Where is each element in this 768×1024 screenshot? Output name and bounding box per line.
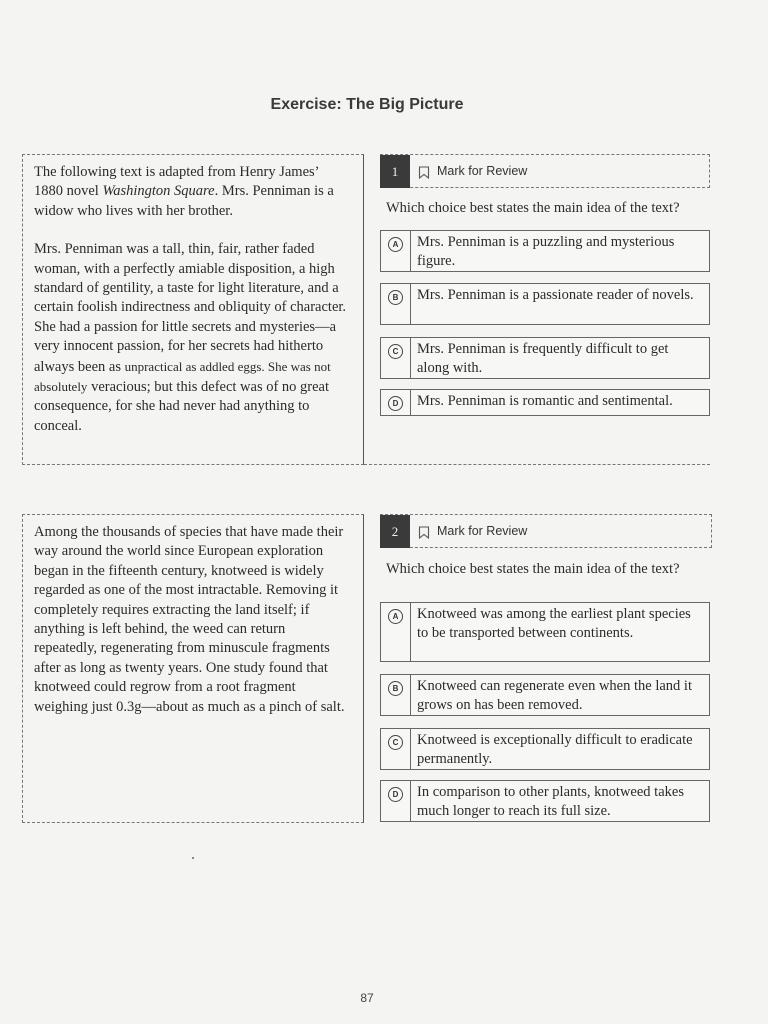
choice-letter: A [388,237,403,252]
question-number: 1 [380,155,410,188]
choice-letter: C [388,735,403,750]
choice-letter: B [388,290,403,305]
choice-letter: C [388,344,403,359]
page-number: 87 [360,991,374,1005]
choice-letter-box [381,603,411,661]
choice-text: Mrs. Penniman is a passionate reader of novels. [417,287,694,303]
question-prompt: Which choice best states the main idea of the text? [386,561,680,577]
choice-text: In comparison to other plants, knotweed takes much longer to reach its full size. [417,784,684,820]
answer-choice-d[interactable] [380,389,710,416]
choice-text: Mrs. Penniman is romantic and sentimental. [417,393,673,409]
answer-choice-d[interactable] [380,780,710,822]
choice-letter: D [388,396,403,411]
mark-for-review-button[interactable]: Mark for Review [437,524,528,538]
passage-1-body [34,240,351,436]
passage-1-intro-text: The following text is adapted from Henry James’ 1880 novel [34,164,319,200]
choice-text: Mrs. Penniman is a puzzling and mysterious figure. [417,234,675,270]
choice-text: Knotweed was among the earliest plant species to be transported between continents. [417,606,691,642]
question-2-header [380,514,712,548]
passage-2-body: Among the thousands of species that have made their way around the world since European exploration began in the fifteenth century, knotweed is widely regarded as one of the most intractable. Removing it completely requires extracting the land itself; if anything is left behind, the weed can return repeatedly, regenerating from minuscule fragments after as long as twenty years. One study found that knotweed could regrow from a root fragment weighing just 0.3g—about as much as a pinch of salt. [34,524,345,715]
passage-1-intro [34,163,351,221]
question-1-header [380,154,710,188]
passage-2 [22,514,364,823]
answer-choice-a[interactable] [380,230,710,272]
passage-1-body-text-end: veracious; but this defect was of no great consequence, for she had never had anything to conceal. [34,379,330,434]
choice-text: Knotweed can regenerate even when the land it grows on has been removed. [417,678,692,714]
answer-choice-c[interactable] [380,337,710,379]
choice-letter: B [388,681,403,696]
choice-text: Mrs. Penniman is frequently difficult to get along with. [417,341,669,377]
bookmark-icon[interactable] [418,166,430,179]
choice-letter-box [381,675,411,715]
answer-choice-c[interactable] [380,728,710,770]
bookmark-icon[interactable] [418,526,430,539]
choice-letter-box [381,781,411,821]
mark-for-review-button[interactable]: Mark for Review [437,164,528,178]
page-title: Exercise: The Big Picture [270,96,464,113]
choice-letter-box [381,284,411,324]
answer-choice-b[interactable] [380,674,710,716]
choice-letter: A [388,609,403,624]
choice-letter-box [381,231,411,271]
scan-speck [192,857,194,859]
choice-letter-box [381,390,411,415]
passage-1-body-text: Mrs. Penniman was a tall, thin, fair, rather faded woman, with a perfectly amiable disposition, a high standard of gentility, a taste for light literature, and a certain foolish indirectness and obliquity of character. She had a passion for little secrets and mysteries—a very innocent passion, for her secrets had hitherto always been as [34,241,347,375]
question-2-panel [364,514,712,823]
passage-1 [22,154,364,465]
choice-text: Knotweed is exceptionally difficult to eradicate permanently. [417,732,693,768]
passage-1-body-small-text: unpractical as addled eggs. She was not absolutely [34,358,331,395]
question-prompt: Which choice best states the main idea of the text? [386,200,680,216]
novel-title: Washington Square [102,183,215,200]
passage-1-intro-text-end: . Mrs. Penniman is a widow who lives with her brother. [34,183,334,219]
answer-choice-a[interactable] [380,602,710,662]
question-number: 2 [380,515,410,548]
answer-choice-b[interactable] [380,283,710,325]
choice-letter-box [381,338,411,378]
question-1-panel [364,154,710,465]
choice-letter-box [381,729,411,769]
choice-letter: D [388,787,403,802]
